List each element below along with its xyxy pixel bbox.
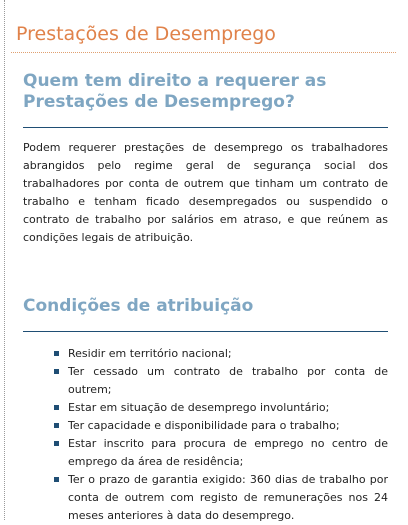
list-item: [23, 399, 388, 417]
list-item-text: Ter o prazo de garantia exigido: 360 dias de trabalho por conta de outrem com registo de remunerações nos 24 meses anteriores à data do desemprego.: [68, 473, 388, 522]
list-item-text: Estar inscrito para procura de emprego no centro de emprego da área de residência;: [68, 437, 388, 468]
page-content: [5, 0, 408, 520]
list-item-text: Ter cessado um contrato de trabalho por conta de outrem;: [68, 365, 388, 396]
page-title: Prestações de Desemprego: [16, 23, 276, 45]
list-item: [23, 363, 388, 399]
square-bullet-icon: [54, 477, 59, 482]
list-item-text: Estar em situação de desemprego involuntário;: [68, 401, 330, 414]
square-bullet-icon: [54, 369, 59, 374]
list-item: [23, 345, 388, 363]
list-item: [23, 417, 388, 435]
title-divider: [11, 52, 396, 53]
eligibility-paragraph: Podem requerer prestações de desemprego os trabalhadores abrangidos pelo regime geral de segurança social dos trabalhadores por conta de outrem que tinham um contrato de trabalho e tenham ficado desempregados ou suspendido o contrato de trabalho por salários em atraso, e que reúnem as condições legais de atribuição.: [23, 141, 388, 244]
square-bullet-icon: [54, 405, 59, 410]
section-divider-conditions: [23, 331, 388, 332]
section-heading-eligibility: Quem tem direito a requerer as Prestações de Desemprego?: [23, 71, 327, 112]
square-bullet-icon: [54, 423, 59, 428]
list-item-text: Ter capacidade e disponibilidade para o trabalho;: [68, 419, 340, 432]
list-item-text: Residir em território nacional;: [68, 347, 232, 360]
section-divider-eligibility: [23, 127, 388, 128]
list-item: [23, 435, 388, 471]
conditions-list: [23, 345, 388, 525]
square-bullet-icon: [54, 351, 59, 356]
square-bullet-icon: [54, 441, 59, 446]
section-heading-conditions: Condições de atribuição: [23, 296, 254, 316]
list-item: [23, 471, 388, 525]
